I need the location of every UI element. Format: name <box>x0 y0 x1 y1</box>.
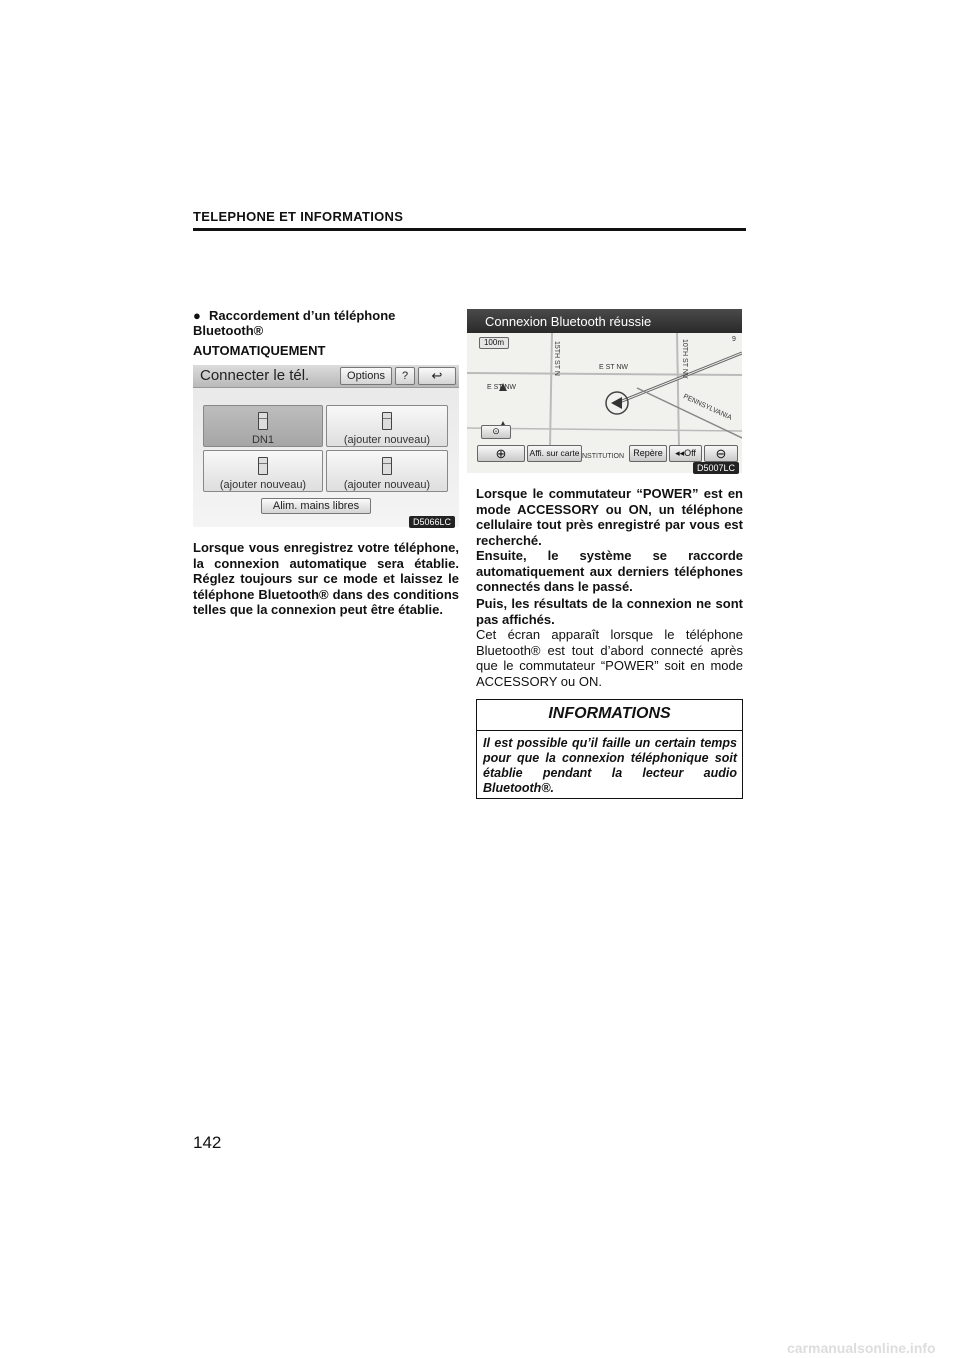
phone-icon <box>258 457 268 475</box>
bullet-icon: ● <box>193 308 201 323</box>
options-button[interactable]: Options <box>340 367 392 385</box>
screen-title-bar <box>193 365 459 388</box>
street-label: NSTITUTION <box>582 453 624 460</box>
screen-title: Connecter le tél. <box>200 367 310 384</box>
zoom-out-button[interactable] <box>704 445 738 462</box>
info-text: Il est possible qu’il faille un certain temps pour que la connexion téléphonique soit établie pendant la lecteur audio Bluetooth®. <box>483 736 737 795</box>
phone-tile-3[interactable] <box>203 450 323 492</box>
right-paragraph-3: Puis, les résultats de la connexion ne sont pas affichés. <box>476 596 743 627</box>
location-button[interactable] <box>481 425 511 439</box>
tile-label: (ajouter nouveau) <box>343 434 431 446</box>
zoom-out-icon: ⊖ <box>715 446 727 461</box>
sub-title: AUTOMATIQUEMENT <box>193 343 326 358</box>
phone-icon <box>258 412 268 430</box>
street-label: 9 <box>732 336 736 343</box>
landmark-button[interactable]: Repère <box>629 445 667 462</box>
info-rule <box>477 730 742 731</box>
scale-indicator: 100m <box>479 337 509 349</box>
street-label: 15TH ST N <box>553 341 560 376</box>
street-label: 10TH ST NV <box>681 339 688 379</box>
info-box <box>476 699 743 799</box>
screen-connect-phone <box>193 365 459 527</box>
back-button[interactable] <box>418 367 456 385</box>
tile-label: (ajouter nouveau) <box>343 479 431 491</box>
back-icon: ↩ <box>431 368 443 383</box>
help-button[interactable]: ? <box>395 367 415 385</box>
off-button[interactable]: ◂◂Off <box>669 445 702 462</box>
info-title: INFORMATIONS <box>548 705 671 722</box>
right-paragraph-1: Lorsque le commutateur “POWER” est en mode ACCESSORY ou ON, un téléphone cellulaire tout près enregistré par vous est recherché. <box>476 486 743 548</box>
footer-watermark: carmanualsonline.info <box>787 1340 936 1356</box>
screen-title-bar <box>467 309 742 333</box>
street-label: PENNSYLVANIA <box>681 393 733 422</box>
figure-code: D5007LC <box>693 462 739 474</box>
street-label: E ST NW <box>487 384 517 391</box>
phone-icon <box>382 412 392 430</box>
bullet-title <box>193 308 461 338</box>
phone-tile-4[interactable] <box>326 450 448 492</box>
bullet-title-text: Raccordement d’un téléphone Bluetooth® <box>193 308 396 338</box>
right-paragraph-2: Ensuite, le système se raccorde automatiquement aux derniers téléphones connectés dans le passé. <box>476 548 743 594</box>
section-header: TELEPHONE ET INFORMATIONS <box>193 209 404 224</box>
right-paragraph-4: Cet écran apparaît lorsque le téléphone Bluetooth® est tout d’abord connecté après que le commutateur “POWER” soit en mode ACCESSORY ou ON. <box>476 627 743 689</box>
street-label: E ST NW <box>599 364 629 371</box>
left-paragraph: Lorsque vous enregistrez votre téléphone, la connexion automatique sera établie. Réglez toujours sur ce mode et laissez le téléphone Bluetooth® dans des conditions telles que la connexion peut être établie. <box>193 540 459 617</box>
screen-title: Connexion Bluetooth réussie <box>485 314 652 329</box>
phone-tile-2[interactable] <box>326 405 448 447</box>
page-number: 142 <box>193 1133 222 1152</box>
show-on-map-button[interactable]: Affi. sur carte <box>527 445 582 462</box>
screen-bluetooth-success <box>467 309 742 473</box>
phone-icon <box>382 457 392 475</box>
phone-tile-1[interactable] <box>203 405 323 447</box>
figure-code: D5066LC <box>409 516 455 528</box>
tile-label: DN1 <box>251 434 274 446</box>
header-rule <box>193 228 746 231</box>
location-icon: ⊙ <box>492 426 500 436</box>
zoom-in-icon: ⊕ <box>495 446 507 461</box>
tile-label: (ajouter nouveau) <box>219 479 307 491</box>
hands-free-button[interactable]: Alim. mains libres <box>261 498 371 514</box>
zoom-in-button[interactable] <box>477 445 525 462</box>
